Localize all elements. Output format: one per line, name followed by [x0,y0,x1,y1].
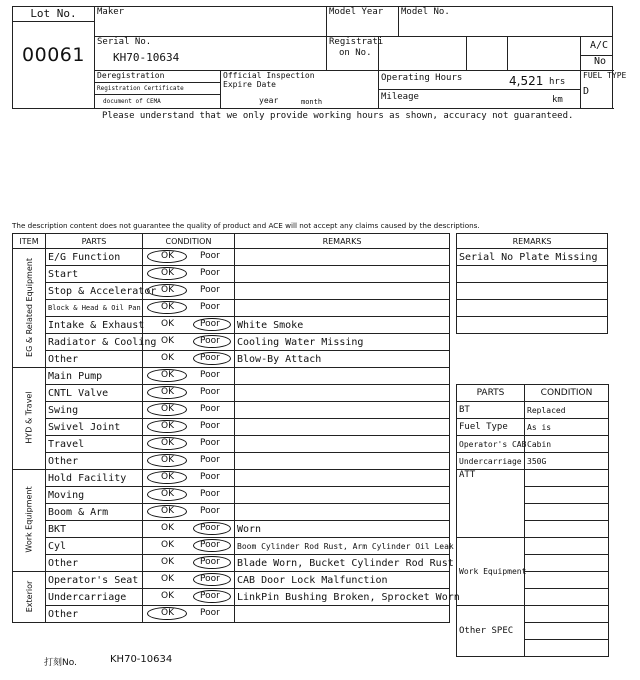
part-name: Cyl [46,538,143,555]
parts-panel [456,384,609,657]
poor-circle-mark [193,335,231,348]
ok-option: OK [161,506,174,516]
parts-panel-condition: Cabin [525,436,609,453]
part-name: Other [46,351,143,368]
poor-circle-mark [193,318,231,331]
poor-option: Poor [200,404,220,414]
remark-text [235,249,450,266]
ok-option: OK [161,523,174,533]
fuel-type-value: D [583,86,590,97]
inspection-row [13,402,450,419]
registration-value [379,37,467,71]
group-label-cell [13,368,46,470]
part-name: Hold Facility [46,470,143,487]
group-label: Work Equipment [24,486,34,553]
part-name: Intake & Exhaust [46,317,143,334]
part-name: Moving [46,487,143,504]
ok-circle-mark [147,471,187,484]
operating-hours-value: 4,521 [509,74,544,88]
part-name: Radiator & Cooling [46,334,143,351]
parts-panel-part: BT [457,402,525,419]
condition-cell [143,385,235,402]
poor-option: Poor [200,438,220,448]
remark-text: Worn [235,521,450,538]
condition-cell [143,402,235,419]
ok-option: OK [161,404,174,414]
remark-text [235,283,450,300]
poor-option: Poor [200,268,220,278]
inspection-row [13,572,450,589]
serial-value: KH70-10634 [113,51,180,64]
ok-circle-mark [147,607,187,620]
footer-label: 打刻No. [44,658,77,668]
ok-option: OK [161,608,174,618]
att-value [525,487,609,504]
footer-serial: KH70-10634 [110,654,173,665]
poor-circle-mark [193,556,231,569]
ok-option: OK [161,353,174,363]
header-table [12,6,627,109]
parts-panel-part: Undercarriage [457,453,525,470]
inspection-row [13,300,450,317]
parts-panel-col-parts: PARTS [457,385,525,402]
work-equipment-value [525,538,609,555]
condition-cell [143,368,235,385]
ac-cell [581,37,613,71]
serial-label: Serial No. [97,37,152,47]
part-name: Start [46,266,143,283]
poor-circle-mark [193,590,231,603]
poor-option: Poor [200,506,220,516]
condition-cell [143,470,235,487]
remarks-panel-item: Serial No Plate Missing [457,249,608,266]
condition-cell [143,487,235,504]
remark-text: CAB Door Lock Malfunction [235,572,450,589]
inspection-row [13,436,450,453]
parts-panel-condition: 350G [525,453,609,470]
part-name: CNTL Valve [46,385,143,402]
remark-text: Blade Worn, Bucket Cylinder Rod Rust [235,555,450,572]
part-name: Block & Head & Oil Pan [46,300,143,317]
work-equipment-label: Work Equipment [457,538,525,606]
work-equipment-value [525,572,609,589]
work-equipment-value [525,555,609,572]
hours-note: Please understand that we only provide working hours as shown, accuracy not guaranteed. [102,111,574,121]
inspection-row [13,555,450,572]
remark-text [235,470,450,487]
part-name: E/G Function [46,249,143,266]
condition-cell [143,266,235,283]
ok-circle-mark [147,250,187,263]
part-name: Main Pump [46,368,143,385]
ok-option: OK [161,421,174,431]
remark-text [235,487,450,504]
att-value [525,521,609,538]
poor-option: Poor [200,557,220,567]
condition-cell [143,453,235,470]
condition-cell [143,283,235,300]
ok-option: OK [161,472,174,482]
inspection-row [13,504,450,521]
model-no-label: Model No. [399,7,613,37]
condition-cell [143,334,235,351]
poor-option: Poor [200,472,220,482]
fuel-type-cell [581,71,627,109]
poor-option: Poor [200,336,220,346]
inspection-row [13,419,450,436]
remark-text [235,436,450,453]
registration-certificate-label: Registration Certificate [95,83,220,95]
ok-circle-mark [147,454,187,467]
mileage-label: Mileage [381,92,419,102]
ok-option: OK [161,268,174,278]
poor-option: Poor [200,285,220,295]
inspection-row [13,589,450,606]
ok-circle-mark [147,386,187,399]
group-label-cell [13,470,46,572]
poor-option: Poor [200,608,220,618]
condition-cell [143,521,235,538]
col-item: ITEM [13,234,46,249]
ok-circle-mark [147,267,187,280]
ok-circle-mark [147,369,187,382]
ok-option: OK [161,302,174,312]
att-label: ATT [457,470,525,538]
part-name: Swing [46,402,143,419]
cema-label: document of CEMA [103,98,161,105]
part-name: Operator's Seat [46,572,143,589]
remarks-panel [456,233,608,334]
parts-panel-condition: As is [525,419,609,436]
km-unit: km [552,95,563,105]
ok-circle-mark [147,437,187,450]
condition-cell [143,249,235,266]
remarks-panel-item [457,300,608,317]
col-condition: CONDITION [143,234,235,249]
remark-text [235,402,450,419]
other-spec-value [525,606,609,623]
inspection-row [13,317,450,334]
part-name: Other [46,453,143,470]
inspection-row [13,334,450,351]
parts-panel-part: Operator's CAB [457,436,525,453]
remark-text [235,453,450,470]
hours-cell [379,71,581,109]
maker-label: Maker [95,7,327,37]
operating-hours-label: Operating Hours [381,73,463,83]
group-label: HYD & Travel [24,391,34,444]
condition-cell [143,419,235,436]
ok-circle-mark [147,403,187,416]
col-parts: PARTS [46,234,143,249]
poor-circle-mark [193,352,231,365]
inspection-row [13,453,450,470]
poor-option: Poor [200,421,220,431]
poor-circle-mark [193,539,231,552]
ok-option: OK [161,557,174,567]
remark-text [235,419,450,436]
hrs-unit: hrs [549,77,566,87]
inspection-row [13,368,450,385]
lot-label: Lot No. [13,7,94,22]
condition-cell [143,589,235,606]
poor-option: Poor [200,540,220,550]
ok-circle-mark [147,301,187,314]
poor-option: Poor [200,251,220,261]
group-label-cell [13,572,46,623]
condition-cell [143,572,235,589]
ok-circle-mark [147,505,187,518]
deregistration-label: Deregistration [95,71,220,83]
remark-text: White Smoke [235,317,450,334]
part-name: Swivel Joint [46,419,143,436]
deregistration-cell [95,71,221,109]
remark-text: LinkPin Bushing Broken, Sprocket Worn [235,589,450,606]
col-remarks: REMARKS [235,234,450,249]
inspection-row [13,283,450,300]
fuel-type-label: FUEL TYPE [583,71,627,80]
serial-cell [95,37,327,71]
lot-cell [13,7,95,109]
remark-text [235,266,450,283]
condition-cell [143,351,235,368]
remark-text [235,606,450,623]
work-equipment-value [525,589,609,606]
poor-circle-mark [193,522,231,535]
ok-circle-mark [147,284,187,297]
ok-option: OK [161,370,174,380]
remark-text: Boom Cylinder Rod Rust, Arm Cylinder Oil Leak [235,538,450,555]
registration-value-3 [508,37,581,71]
poor-option: Poor [200,353,220,363]
group-label: EG & Related Equipment [24,257,34,357]
remarks-panel-item [457,283,608,300]
expire-date-label: Expire Date [223,80,276,89]
ok-circle-mark [147,488,187,501]
poor-option: Poor [200,489,220,499]
registration-label: Registrati [329,37,384,47]
poor-option: Poor [200,455,220,465]
parts-panel-part: Fuel Type [457,419,525,436]
parts-panel-condition: Replaced [525,402,609,419]
ok-option: OK [161,455,174,465]
remark-text [235,385,450,402]
ac-value: No [593,56,607,67]
part-name: Boom & Arm [46,504,143,521]
condition-cell [143,300,235,317]
registration-value-2 [467,37,508,71]
other-spec-value [525,640,609,657]
registration-cell [327,37,384,71]
year-label: year [259,96,279,105]
ac-label: A/C [581,40,612,56]
ok-option: OK [161,540,174,550]
inspection-row [13,521,450,538]
poor-circle-mark [193,573,231,586]
part-name: Other [46,555,143,572]
part-name: BKT [46,521,143,538]
inspection-row [13,606,450,623]
ok-option: OK [161,319,174,329]
inspection-table [12,233,460,623]
ok-circle-mark [147,420,187,433]
ok-option: OK [161,574,174,584]
group-label-cell [13,249,46,368]
part-name: Travel [46,436,143,453]
remark-text: Cooling Water Missing [235,334,450,351]
disclaimer: The description content does not guarantee the quality of product and ACE will not accept any claims caused by the descriptions. [12,221,480,230]
ok-option: OK [161,285,174,295]
poor-option: Poor [200,523,220,533]
condition-cell [143,504,235,521]
other-spec-label: Other SPEC [457,606,525,657]
inspection-row [13,487,450,504]
att-value [525,470,609,487]
remark-text [235,300,450,317]
poor-option: Poor [200,319,220,329]
remark-text [235,368,450,385]
condition-cell [143,538,235,555]
condition-cell [143,317,235,334]
official-inspection-label: Official Inspection [223,71,315,80]
poor-option: Poor [200,370,220,380]
remarks-panel-title: REMARKS [457,234,608,249]
part-name: Stop & Accelerator [46,283,143,300]
remark-text [235,504,450,521]
ok-option: OK [161,251,174,261]
remarks-panel-item [457,317,608,334]
inspection-row [13,385,450,402]
inspection-row [13,538,450,555]
remark-text: Blow-By Attach [235,351,450,368]
ok-option: OK [161,489,174,499]
ok-option: OK [161,336,174,346]
model-year-label: Model Year [327,7,399,37]
ok-option: OK [161,591,174,601]
condition-cell [143,436,235,453]
part-name: Other [46,606,143,623]
poor-option: Poor [200,574,220,584]
registration-label-2: on No. [339,48,372,58]
condition-cell [143,606,235,623]
parts-panel-col-condition: CONDITION [525,385,609,402]
poor-option: Poor [200,591,220,601]
month-label: month [301,98,323,106]
poor-option: Poor [200,387,220,397]
condition-cell [143,555,235,572]
inspection-row [13,266,450,283]
part-name: Undercarriage [46,589,143,606]
inspection-row [13,470,450,487]
inspection-row [13,249,450,266]
lot-number: 00061 [22,44,85,66]
other-spec-value [525,623,609,640]
ok-option: OK [161,438,174,448]
inspection-row [13,351,450,368]
att-value [525,504,609,521]
ok-option: OK [161,387,174,397]
official-inspection-cell [221,71,379,109]
group-label: Exterior [24,580,34,612]
remarks-panel-item [457,266,608,283]
poor-option: Poor [200,302,220,312]
